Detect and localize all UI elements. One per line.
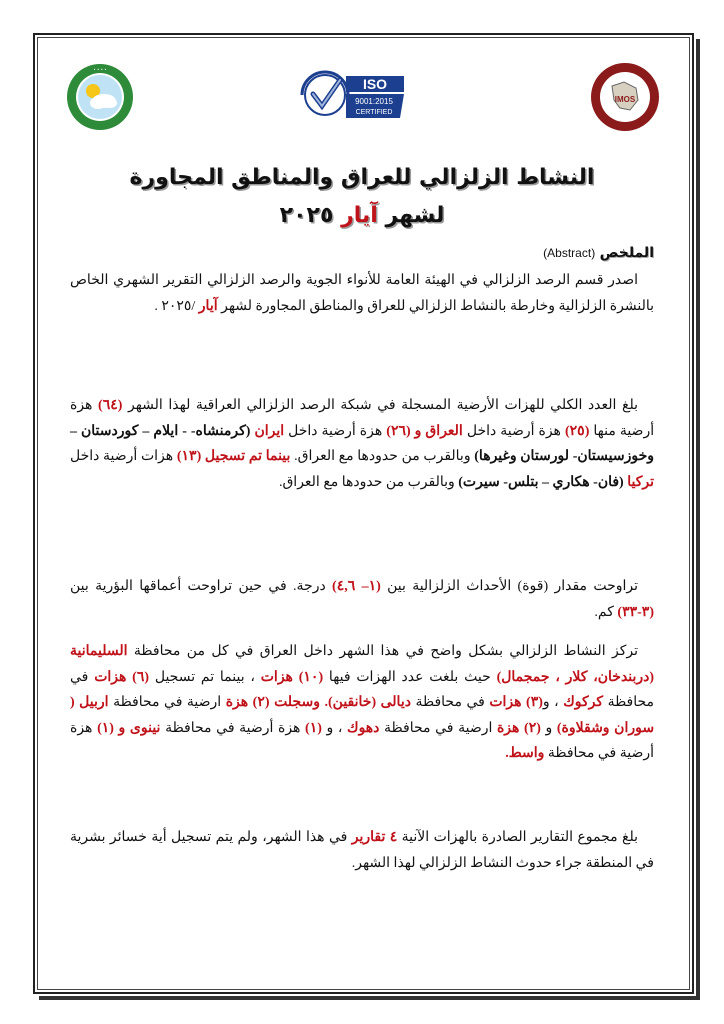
report-title: النشاط الزلزالي للعراق والمناطق المجاورة [129, 165, 595, 190]
abstract-label: الملخص (Abstract) [543, 245, 654, 261]
paragraph-reports: بلغ مجموع التقارير الصادرة بالهزات الآنية ٤ تقارير في هذا الشهر، ولم يتم تسجيل أية خسائر بشرية في المنطقة جراء حدوث النشاط الزلزالي لهذا الشهر. [70, 830, 654, 871]
meteorological-organization-logo [66, 63, 134, 131]
report-subtitle: لشهر آيار ٢٠٢٥ [279, 203, 445, 228]
paragraph-totals: بلغ العدد الكلي للهزات الأرضية المسجلة في شبكة الرصد الزلزالي العراقية لهذا الشهر (٦٤) هزة أرضية منها (٢٥) هزة أرضية داخل العراق و (٢٦) هزة أرضية داخل ايران (كرمنشاه- - ايلام – كوردستان – وخوزسيستان- لورستان وغيرها) وبالقرب من حدودها مع العراق. بينما تم تسجيل (١٣) هزات أرضية داخل تركيا (فان- هكاري – بتلس- سيرت) وبالقرب من حدودها مع العراق. [70, 398, 655, 490]
paragraph-magnitude: تراوحت مقدار (قوة) الأحداث الزلزالية بين (١– ٤,٦) درجة. في حين تراوحت أعماقها البؤرية بين (٣-٣٣) كم. [70, 579, 654, 620]
imos-text: IMOS [614, 95, 636, 104]
title-month: آيار [341, 203, 378, 228]
iso-text: ISO [362, 76, 388, 92]
svg-text:• • • •: • • • • [93, 67, 107, 72]
imos-logo [590, 62, 660, 132]
iso-certified-logo [296, 66, 408, 124]
iso-certified-text: CERTIFIED [355, 109, 393, 116]
iso-standard-text: 9001:2015 [355, 97, 393, 106]
paragraph-intro: اصدر قسم الرصد الزلزالي في الهيئة العامة للأنواء الجوية والرصد الزلزالي التقرير الشهري الخاص بالنشرة الزلزالية وخارطة بالنشاط الزلزالي للعراق والمناطق المجاورة لشهر آيار /٢٠٢٥ . [70, 273, 654, 314]
paragraph-provinces: تركز النشاط الزلزالي بشكل واضح في هذا الشهر داخل العراق في كل من محافظة السليمانية (دربندخان، كلار ، جمجمال) حيث بلغت عدد الهزات فيها (١٠) هزات ، بينما تم تسجيل (٦) هزات في محافظة كركوك ، و(٣) هزات في محافظة ديالى (خانقين). وسجلت (٢) هزة ارضية في محافظة اربيل ( سوران وشقلاوة) و (٢) هزة ارضية في محافظة دهوك ، و (١) هزة أرضية في محافظة نينوى و (١) هزة أرضية في محافظة واسط. [70, 644, 655, 761]
